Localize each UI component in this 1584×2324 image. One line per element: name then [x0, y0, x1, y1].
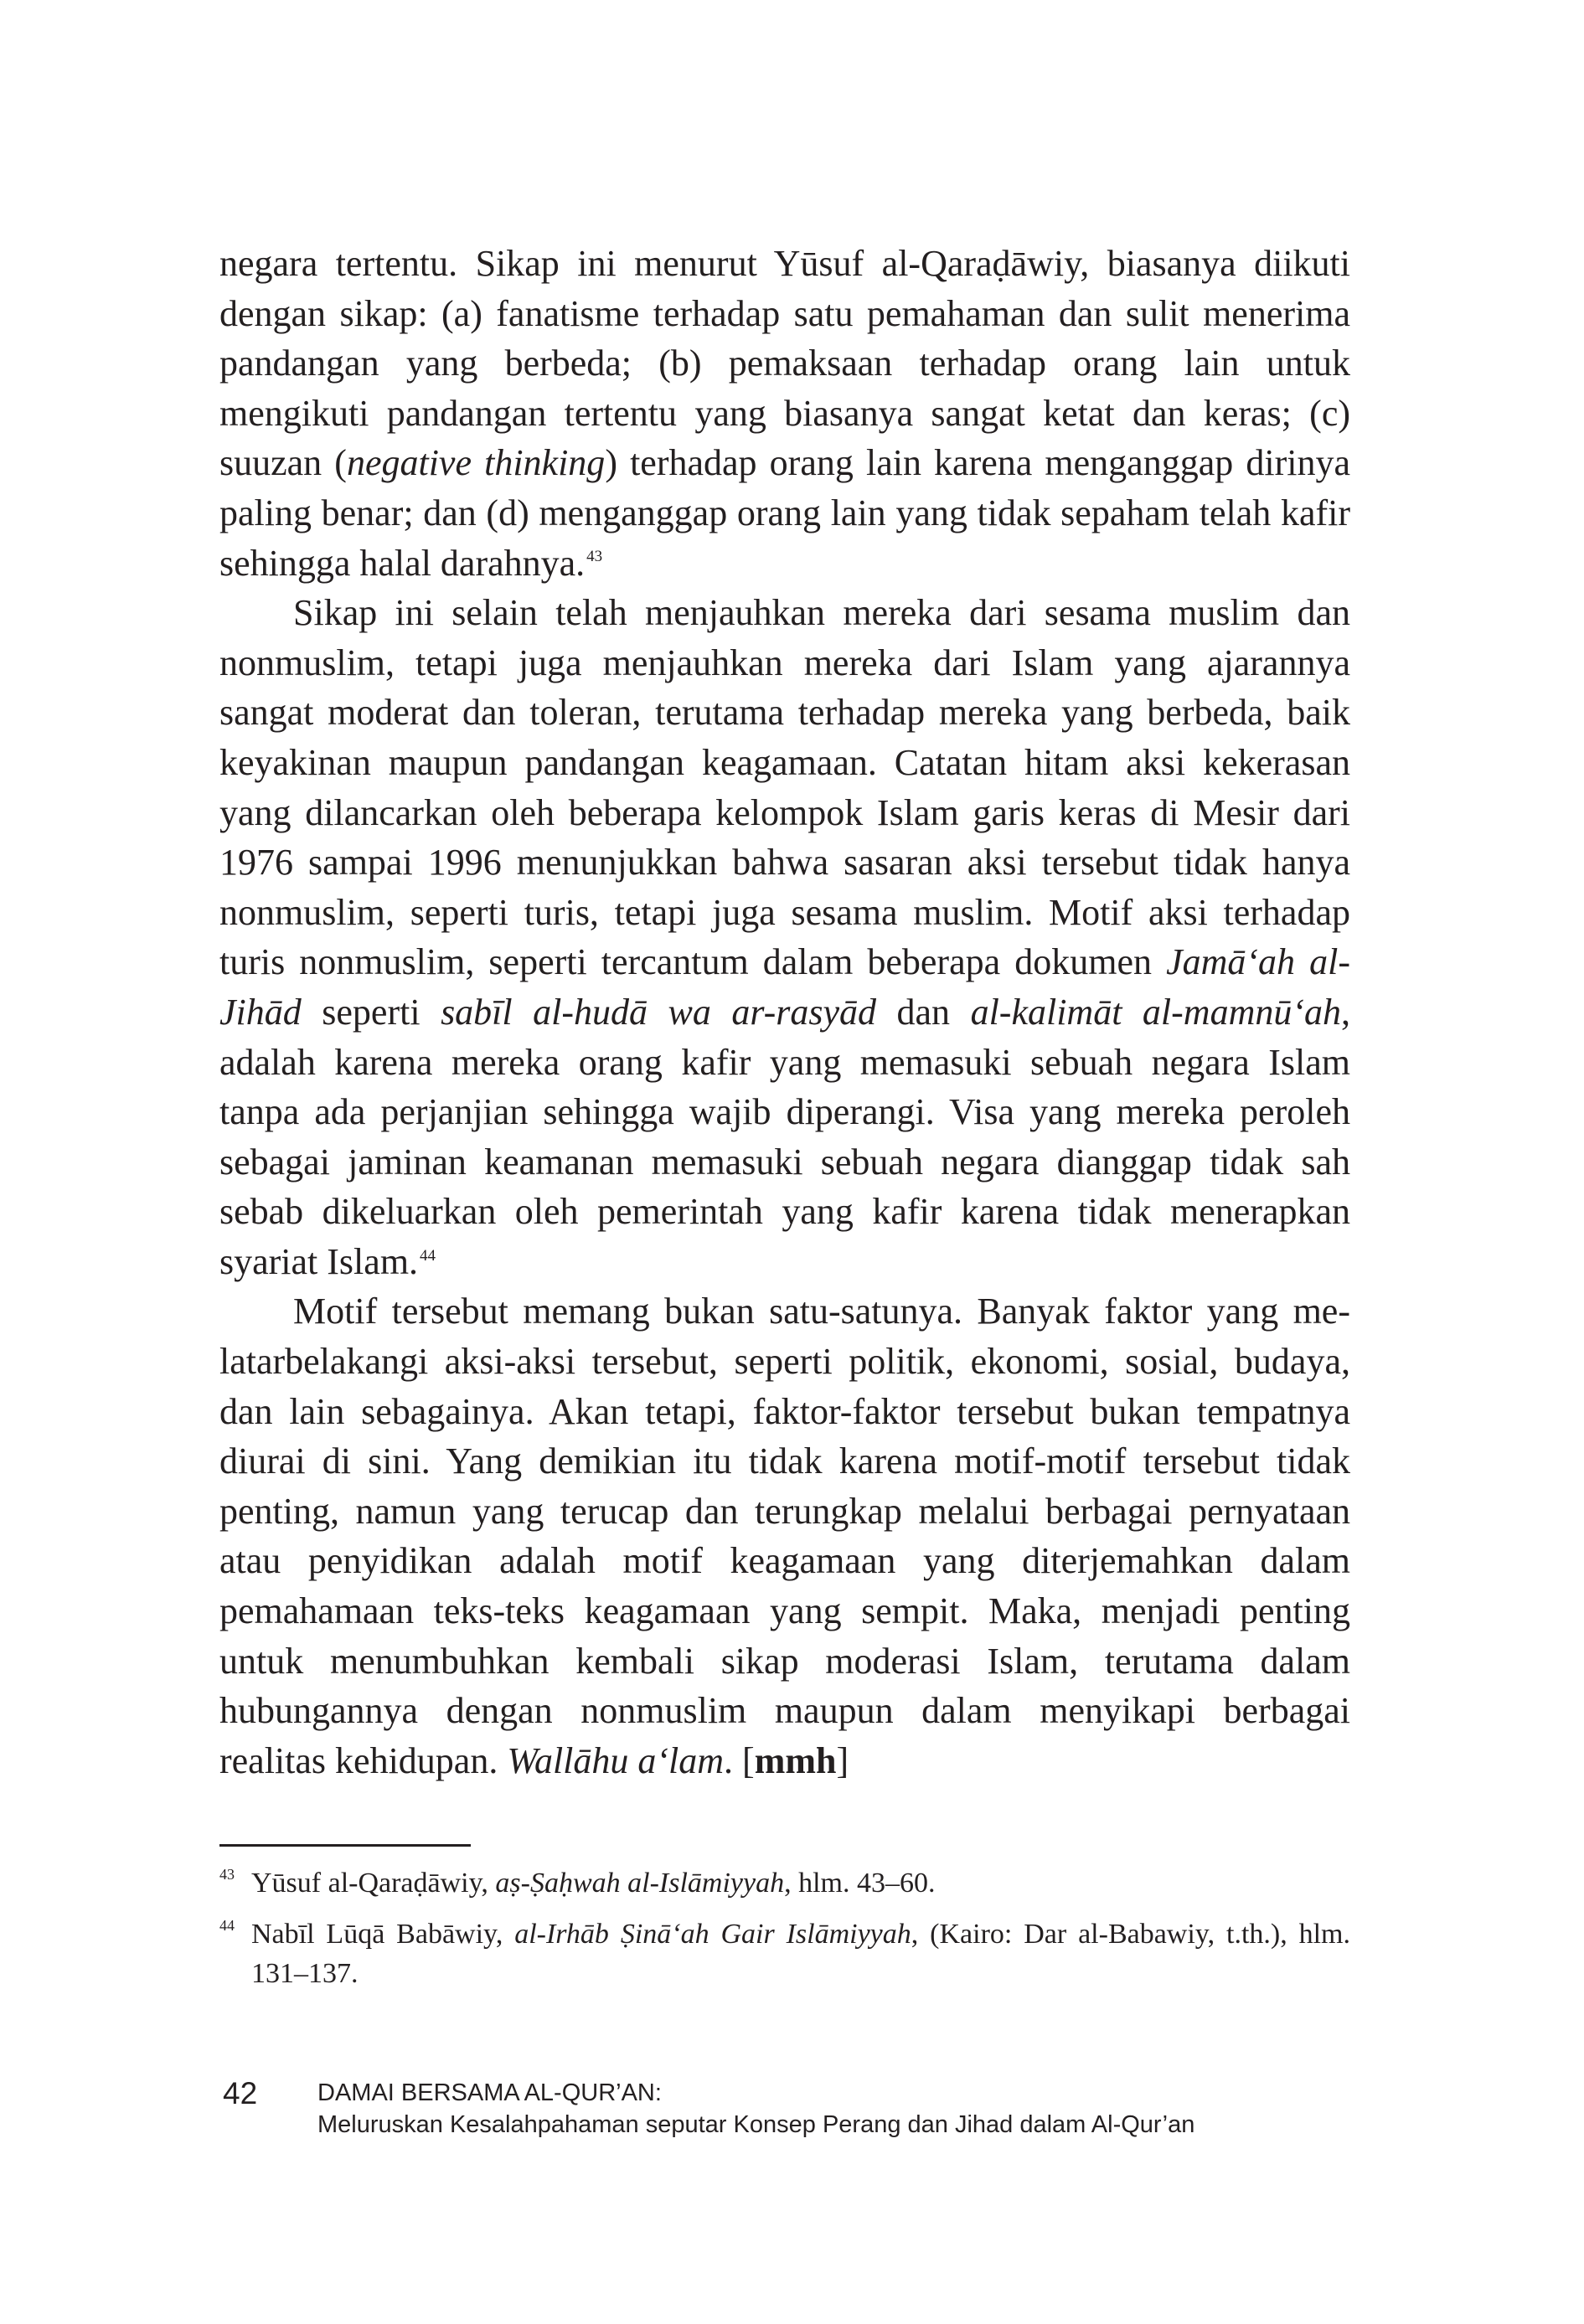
footnote-number: 44 [219, 1917, 235, 1934]
paragraph-text: ] [836, 1739, 849, 1781]
footnote-reference-43[interactable]: 43 [586, 548, 603, 566]
paragraph-3 [219, 1286, 1350, 1786]
running-footer [317, 2077, 1194, 2141]
footnote-text: Nabīl Lūqā Babāwiy, [251, 1919, 515, 1950]
footnote-title: aṣ-Ṣaḥwah al-Islāmiyyah [495, 1868, 785, 1899]
main-text [219, 239, 1350, 1786]
italic-term: Wallāhu a‘lam [507, 1739, 725, 1781]
footnotes [219, 1863, 1350, 2005]
page-number: 42 [223, 2076, 258, 2110]
paragraph-text: , adalah karena mereka orang kafir yang memasuki sebuah negara Islam tanpa ada perjanjian sehingga wajib diperangi. Visa yang mereka peroleh sebagai jaminan keamanan memasuki sebuah negara dianggap tidak sah sebab dikeluarkan oleh pemerintah yang kafir karena tidak menerapkan syariat Islam. [219, 991, 1350, 1282]
paragraph-text: negara tertentu. Sikap ini menurut Yūsuf al-Qaraḍāwiy, biasanya diikuti dengan sikap: (a) fanatisme terhadap satu pemahaman dan sulit menerima pandangan yang berbeda; (b) pemaksaan terhadap orang lain untuk mengikuti pandangan tertentu yang biasanya sangat ketat dan keras; (c) suuzan ( [219, 243, 1350, 484]
footnote-reference-44[interactable]: 44 [420, 1246, 436, 1265]
italic-term: negative thinking [346, 442, 606, 484]
footnote-43 [219, 1863, 1350, 1903]
book-title: DAMAI BERSAMA AL-QUR’AN: [317, 2079, 662, 2106]
footnote-title: al-Irhāb Ṣinā‘ah Gair Islāmiyyah [514, 1919, 911, 1950]
italic-term: Jamā‘ah al-Jihād [219, 941, 1350, 1033]
author-initials: mmh [754, 1739, 837, 1781]
paragraph-text: Motif tersebut memang bukan satu-satunya. Banyak faktor yang melatarbelakangi aksi-aksi tersebut, seperti politik, ekonomi, sosial, budaya, dan lain sebagainya. Akan tetapi, faktor-faktor tersebut bukan tempatnya diurai di sini. Yang demikian itu tidak karena motif-motif tersebut tidak penting, namun yang terucap dan terungkap melalui berbagai pernyataan atau penyidikan adalah motif keagamaan yang diterjemahkan dalam pemahamaan teks-teks keagamaan yang sempit. Maka, menjadi penting untuk menumbuhkan kembali sikap moderasi Islam, terutama dalam hubungannya dengan nonmuslim maupun dalam menyikapi berbagai realitas kehidupan. [219, 1291, 1350, 1781]
paragraph-text: Sikap ini selain telah menjauhkan mereka dari sesama muslim dan nonmuslim, tetapi juga menjauhkan mereka dari Islam yang ajarannya sangat moderat dan toleran, terutama terhadap mereka yang berbeda, baik keyakinan maupun pandangan keagamaan. Catatan hitam aksi kekerasan yang dilancarkan oleh beberapa kelompok Islam garis keras di Mesir dari 1976 sampai 1996 menunjukkan bahwa sasaran aksi tersebut tidak hanya nonmuslim, seperti turis, tetapi juga sesama muslim. Motif aksi terhadap turis nonmuslim, seperti tercantum dalam beberapa dokumen [219, 592, 1350, 983]
book-subtitle: Meluruskan Kesalahpahaman seputar Konsep Perang dan Jihad dalam Al-Qur’an [317, 2111, 1195, 2138]
footnote-text: , hlm. 43–60. [784, 1868, 936, 1899]
paragraph-text: ) terhadap orang lain karena menganggap dirinya paling benar; dan (d) menganggap orang lain yang tidak sepaham telah kafir sehingga halal darahnya. [219, 442, 1350, 584]
italic-term: sabīl al-hudā wa ar-rasyād [441, 991, 877, 1033]
footnote-text: Yūsuf al-Qaraḍāwiy, [251, 1868, 496, 1899]
footnote-divider [219, 1844, 471, 1847]
italic-term: al-kalimāt al-mamnū‘ah [970, 991, 1341, 1033]
footnote-text: , (Kairo: Dar al-Babawiy, t.th.), hlm. 131–137. [251, 1919, 1350, 1989]
footnote-number: 43 [219, 1866, 235, 1883]
paragraph-text: dan [876, 991, 971, 1033]
paragraph-text: . [ [724, 1739, 755, 1781]
paragraph-2 [219, 588, 1350, 1286]
paragraph-text: seperti [301, 991, 441, 1033]
footnote-44 [219, 1914, 1350, 1993]
paragraph-1 [219, 239, 1350, 588]
